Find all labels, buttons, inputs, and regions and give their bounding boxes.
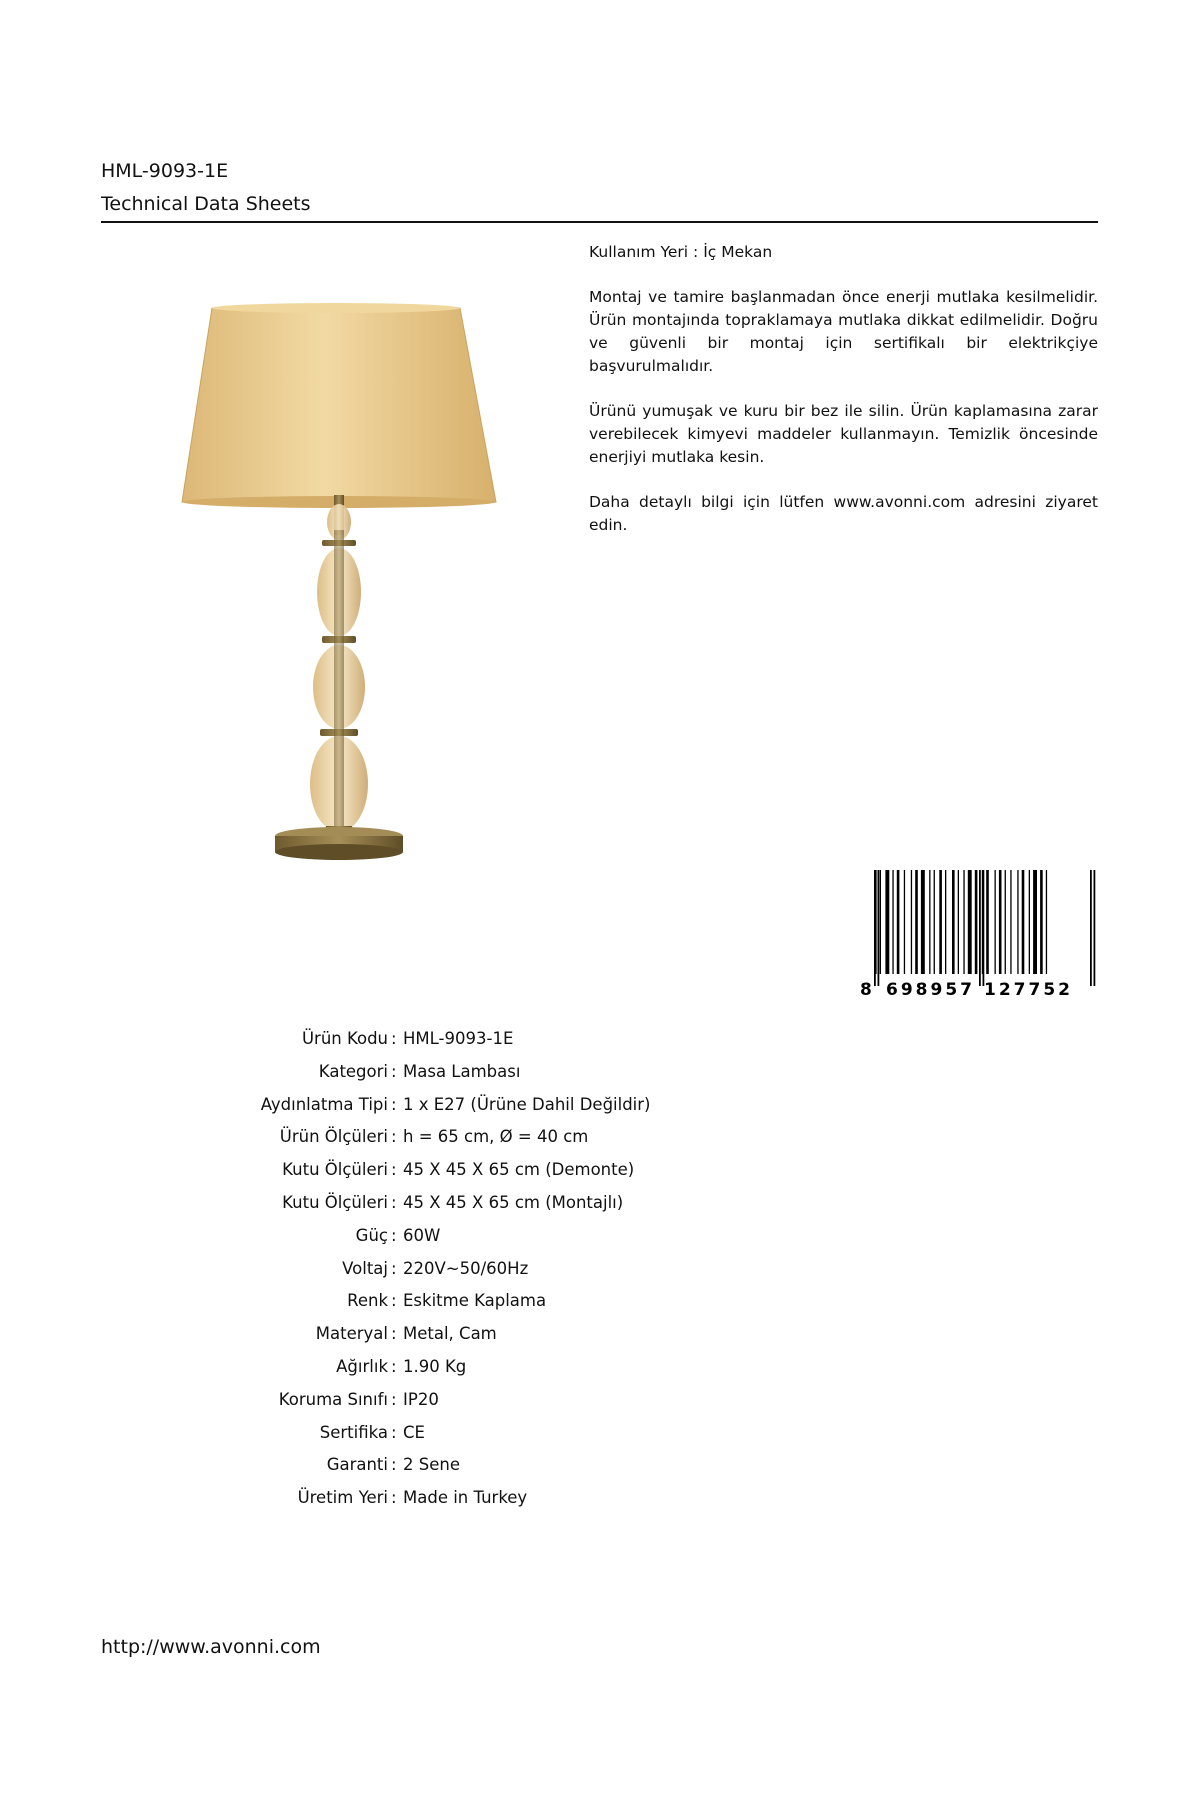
product-code-header: HML-9093-1E: [101, 160, 229, 182]
spec-row: [0, 1284, 1200, 1317]
barcode-bar: [892, 870, 893, 974]
spec-row: [0, 1088, 1200, 1121]
spec-row: [0, 1252, 1200, 1285]
spec-separator: :: [391, 1127, 397, 1147]
spec-separator: :: [391, 1324, 397, 1344]
barcode-guard-bar: [1090, 870, 1092, 986]
spec-row: [0, 1055, 1200, 1088]
spec-value: 45 X 45 X 65 cm (Montajlı): [403, 1193, 624, 1212]
spec-separator: :: [391, 1455, 397, 1475]
spec-label: Kutu Ölçüleri: [282, 1160, 388, 1180]
spec-label: Kategori: [318, 1061, 388, 1081]
spec-value: Eskitme Kaplama: [403, 1291, 547, 1311]
barcode-bar: [897, 870, 900, 974]
more-info-text: Daha detaylı bilgi için lütfen www.avonni.com adresini ziyaret edin.: [589, 493, 1098, 534]
spec-label: Ürün Kodu: [301, 1029, 388, 1048]
barcode-guard-bar: [983, 870, 985, 986]
spec-separator: :: [391, 1061, 397, 1081]
barcode-bar: [885, 870, 889, 974]
spec-value: CE: [403, 1422, 425, 1442]
barcode-bar: [1005, 870, 1006, 974]
spec-label: Voltaj: [342, 1258, 388, 1278]
spec-label: Üretim Yeri: [297, 1488, 388, 1508]
usage-label: Kullanım Yeri: [589, 243, 689, 261]
spec-separator: :: [391, 1389, 397, 1409]
barcode-bar: [934, 870, 935, 974]
spec-value: h = 65 cm, Ø = 40 cm: [403, 1127, 589, 1147]
spec-separator: :: [391, 1258, 397, 1278]
spec-separator: :: [391, 1488, 397, 1508]
spec-value: 2 Sene: [403, 1455, 460, 1475]
spec-label: Kutu Ölçüleri: [282, 1193, 388, 1212]
spec-separator: :: [391, 1225, 397, 1245]
spec-label: Ağırlık: [336, 1357, 388, 1376]
spec-separator: :: [391, 1029, 397, 1048]
spec-row: [0, 1186, 1200, 1219]
info-panel: [589, 241, 1098, 559]
barcode-bar: [1017, 870, 1018, 974]
spec-value: IP20: [403, 1389, 439, 1409]
spec-value: 60W: [403, 1225, 441, 1245]
spec-label: Aydınlatma Tipi: [260, 1094, 388, 1114]
barcode-group-right: 127752: [984, 980, 1073, 998]
spec-value: 1.90 Kg: [403, 1357, 467, 1376]
spec-value: 220V~50/60Hz: [403, 1258, 529, 1278]
spec-value: 1 x E27 (Ürüne Dahil Değildir): [403, 1094, 651, 1114]
spec-label: Güç: [355, 1225, 388, 1245]
spec-row: [0, 1219, 1200, 1252]
barcode-guard-bar: [878, 870, 880, 986]
barcode-bar: [975, 870, 978, 974]
installation-warning: Montaj ve tamire başlanmadan önce enerji mutlaka kesilmelidir. Ürün montajında topraklamaya mutlaka dikkat edilmelidir. Doğru ve güvenli bir montaj için sertifikalı bir elektrikçiye başvurulmalıdır.: [589, 288, 1098, 375]
spec-row: [0, 1481, 1200, 1514]
barcode-bar: [904, 870, 905, 974]
spec-separator: :: [391, 1357, 397, 1376]
barcode-bar: [1010, 870, 1011, 974]
spec-separator: :: [391, 1160, 397, 1180]
barcode-guard-bar: [874, 870, 876, 986]
barcode-bar: [958, 870, 959, 974]
header-divider: [101, 221, 1098, 223]
barcode-bar: [968, 870, 972, 974]
document-subtitle: Technical Data Sheets: [101, 193, 311, 215]
barcode-bars: [874, 870, 1095, 986]
spec-value: Metal, Cam: [403, 1324, 497, 1344]
barcode-bar: [880, 870, 881, 974]
spec-separator: :: [391, 1422, 397, 1442]
barcode-bar: [1029, 870, 1030, 974]
barcode-bar: [911, 870, 912, 974]
usage-value: İç Mekan: [703, 243, 773, 261]
barcode-group-left: 698957: [886, 980, 975, 998]
spec-row: [0, 1350, 1200, 1383]
barcode-bar: [1040, 870, 1043, 974]
barcode-bar: [915, 870, 918, 974]
barcode-first-digit: 8: [860, 980, 872, 998]
spec-label: Garanti: [326, 1455, 388, 1475]
spec-row: [0, 1416, 1200, 1449]
spec-row: [0, 1448, 1200, 1481]
spec-value: Made in Turkey: [403, 1488, 528, 1508]
spec-row: [0, 1317, 1200, 1350]
spec-row: [0, 1120, 1200, 1153]
barcode-bar: [995, 870, 996, 974]
usage-line: Kullanım Yeri : İç Mekan: [589, 243, 773, 261]
barcode-bar: [1046, 870, 1047, 974]
cleaning-instructions: Ürünü yumuşak ve kuru bir bez ile silin. Ürün kaplamasına zarar verebilecek kimyevi maddeler kullanmayın. Temizlik öncesinde enerjiyi mutlaka kesin.: [589, 402, 1098, 466]
barcode-bar: [1033, 870, 1037, 974]
spec-value: 45 X 45 X 65 cm (Demonte): [403, 1160, 635, 1180]
spec-label: Sertifika: [319, 1422, 388, 1442]
spec-separator: :: [391, 1193, 397, 1212]
spec-label: Materyal: [315, 1324, 388, 1344]
spec-separator: :: [391, 1094, 397, 1114]
barcode-bar: [929, 870, 930, 974]
spec-row: [0, 1022, 1200, 1055]
spec-separator: :: [391, 1291, 397, 1311]
spec-row: [0, 1383, 1200, 1416]
barcode-bar: [945, 870, 946, 974]
barcode: [856, 868, 1098, 998]
barcode-bar: [963, 870, 964, 974]
spec-label: Renk: [347, 1291, 388, 1311]
footer-url[interactable]: http://www.avonni.com: [101, 1636, 321, 1658]
barcode-bar: [999, 870, 1002, 974]
spec-value: HML-9093-1E: [403, 1029, 514, 1048]
spec-label: Koruma Sınıfı: [278, 1389, 388, 1409]
product-image: [170, 290, 510, 870]
barcode-bar: [1022, 870, 1025, 974]
barcode-bar: [939, 870, 942, 974]
barcode-guard-bar: [1094, 870, 1096, 986]
barcode-guard-bar: [979, 870, 981, 986]
barcode-bar: [986, 870, 989, 974]
spec-label: Ürün Ölçüleri: [279, 1127, 388, 1147]
spec-value: Masa Lambası: [403, 1061, 521, 1081]
barcode-bar: [952, 870, 955, 974]
spec-row: [0, 1153, 1200, 1186]
barcode-bar: [921, 870, 925, 974]
